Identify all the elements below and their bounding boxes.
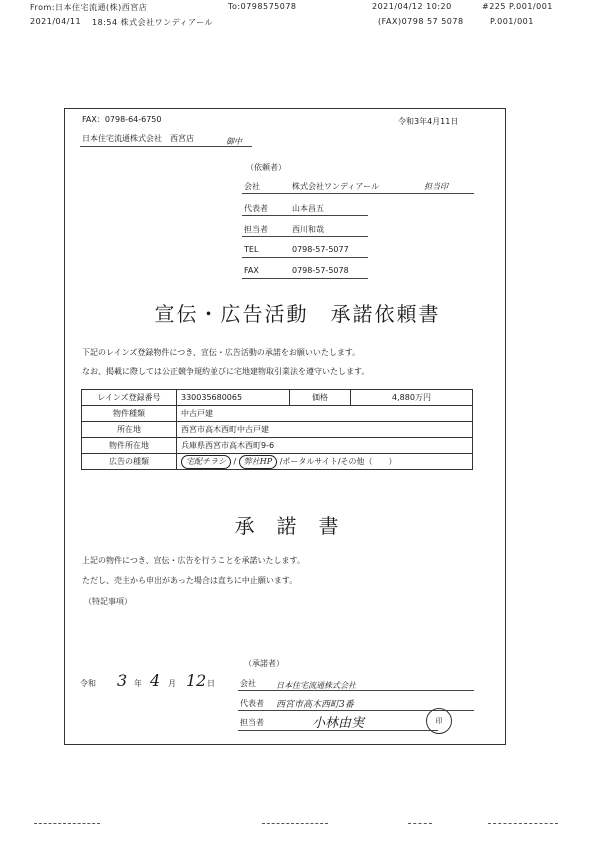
fax-to-number: FAX：0798-64-6750 [82, 115, 162, 124]
consent-date-month-unit: 月 [168, 679, 176, 688]
requester-rep-label: 代表者 [244, 204, 268, 213]
approver-company-line [238, 690, 474, 691]
consent-date-year-unit: 年 [134, 679, 142, 688]
consent-date-day: 12 [186, 671, 207, 690]
approver-label: （承諾者） [244, 659, 284, 668]
fax-header-fax-number: (FAX)0798 57 5078 [378, 17, 464, 26]
footer-dash-left [34, 823, 100, 824]
consent-date-month: 4 [150, 671, 161, 690]
table-row [82, 422, 473, 438]
requester-rep: 山本昌五 [292, 204, 324, 213]
ad-media-other: /ポータルサイト/その他（ ） [279, 456, 397, 466]
table-row [82, 454, 473, 470]
approver-staff-label: 担当者 [240, 718, 264, 727]
fax-header-to: To:0798575078 [228, 2, 297, 11]
approver-staff: 小林由実 [312, 716, 365, 731]
ad-media-cell [177, 454, 473, 470]
requester-tel-label: TEL [244, 245, 259, 254]
requester-rep-line [242, 215, 368, 216]
ad-media-flyer: 宅配チラシ [181, 455, 231, 469]
consent-date-year: 3 [117, 671, 128, 690]
address-value: 兵庫県西宮市高木西町9-6 [177, 438, 473, 454]
consent-date-day-unit: 日 [207, 679, 215, 688]
requester-company-label: 会社 [244, 182, 260, 191]
requester-fax-line [242, 278, 368, 279]
recipient-honorific: 御中 [226, 137, 242, 146]
document-title: 宣伝・広告活動 承諾依頼書 [154, 302, 441, 326]
price-label: 価格 [290, 390, 351, 406]
fax-header-from: From:日本住宅流通(株)西宮店 [30, 3, 148, 12]
property-type: 中古戸建 [177, 406, 473, 422]
ad-media-website: 弊社HP [239, 455, 277, 469]
requester-fax-label: FAX [244, 266, 259, 275]
fax-header-page-2: P.001/001 [490, 17, 534, 26]
requester-company-line [242, 193, 474, 194]
table-row [82, 438, 473, 454]
consent-conditions: （特記事項） [84, 597, 132, 606]
approver-rep-label: 代表者 [240, 699, 264, 708]
fax-header-date-2: 2021/04/11 [30, 17, 82, 26]
fax-header-page: #225 P.001/001 [482, 2, 553, 11]
price-value: 4,880万円 [351, 390, 473, 406]
consent-line-2: ただし、売主から申出があった場合は直ちに中止願います。 [82, 576, 298, 585]
footer-dash-right-1 [408, 823, 432, 824]
address-label: 物件所在地 [82, 438, 177, 454]
property-table [81, 389, 473, 470]
approver-seal-stamp: 印 [426, 708, 452, 734]
reins-number-label: レインズ登録番号 [82, 390, 177, 406]
requester-company-seal: 担当印 [424, 182, 448, 191]
consent-title: 承諾書 [234, 514, 361, 538]
consent-date-era: 令和 [80, 679, 96, 688]
ad-media-separator: / [233, 456, 237, 466]
requester-fax: 0798-57-5078 [292, 266, 349, 275]
fax-header-date: 2021/04/12 10:20 [372, 2, 452, 11]
requester-tel: 0798-57-5077 [292, 245, 349, 254]
intro-line-2: なお、掲載に際しては公正競争規約並びに宅地建物取引業法を遵守いたします。 [82, 367, 370, 376]
consent-line-1: 上記の物件につき、宣伝・広告を行うことを承諾いたします。 [82, 556, 305, 565]
footer-dash-center [262, 823, 328, 824]
requester-label: （依頼者） [246, 163, 286, 172]
requester-staff: 西川和哉 [292, 225, 324, 234]
footer-dash-right-2 [488, 823, 558, 824]
intro-line-1: 下記のレインズ登録物件につき、宣伝・広告活動の承諾をお願いいたします。 [82, 348, 361, 357]
document-date: 令和3年4月11日 [398, 117, 459, 126]
approver-rep: 西宮市高木西町3番 [276, 700, 354, 710]
reins-number: 330035680065 [177, 390, 290, 406]
location-value: 西宮市高木西町中古戸建 [177, 422, 473, 438]
fax-header-sender: 18:54 株式会社ワンディアール [92, 18, 214, 27]
requester-company: 株式会社ワンディアール [292, 182, 379, 191]
approver-company-label: 会社 [240, 679, 256, 688]
recipient-underline [80, 146, 252, 147]
requester-staff-label: 担当者 [244, 225, 268, 234]
location-label: 所在地 [82, 422, 177, 438]
approver-company: 日本住宅流通株式会社 [276, 681, 356, 690]
recipient-name: 日本住宅流通株式会社 西宮店 [82, 134, 194, 143]
ad-media-label: 広告の種類 [82, 454, 177, 470]
requester-staff-line [242, 236, 368, 237]
requester-tel-line [242, 257, 368, 258]
table-row [82, 390, 473, 406]
approver-staff-line [238, 730, 438, 731]
property-type-label: 物件種類 [82, 406, 177, 422]
table-row [82, 406, 473, 422]
